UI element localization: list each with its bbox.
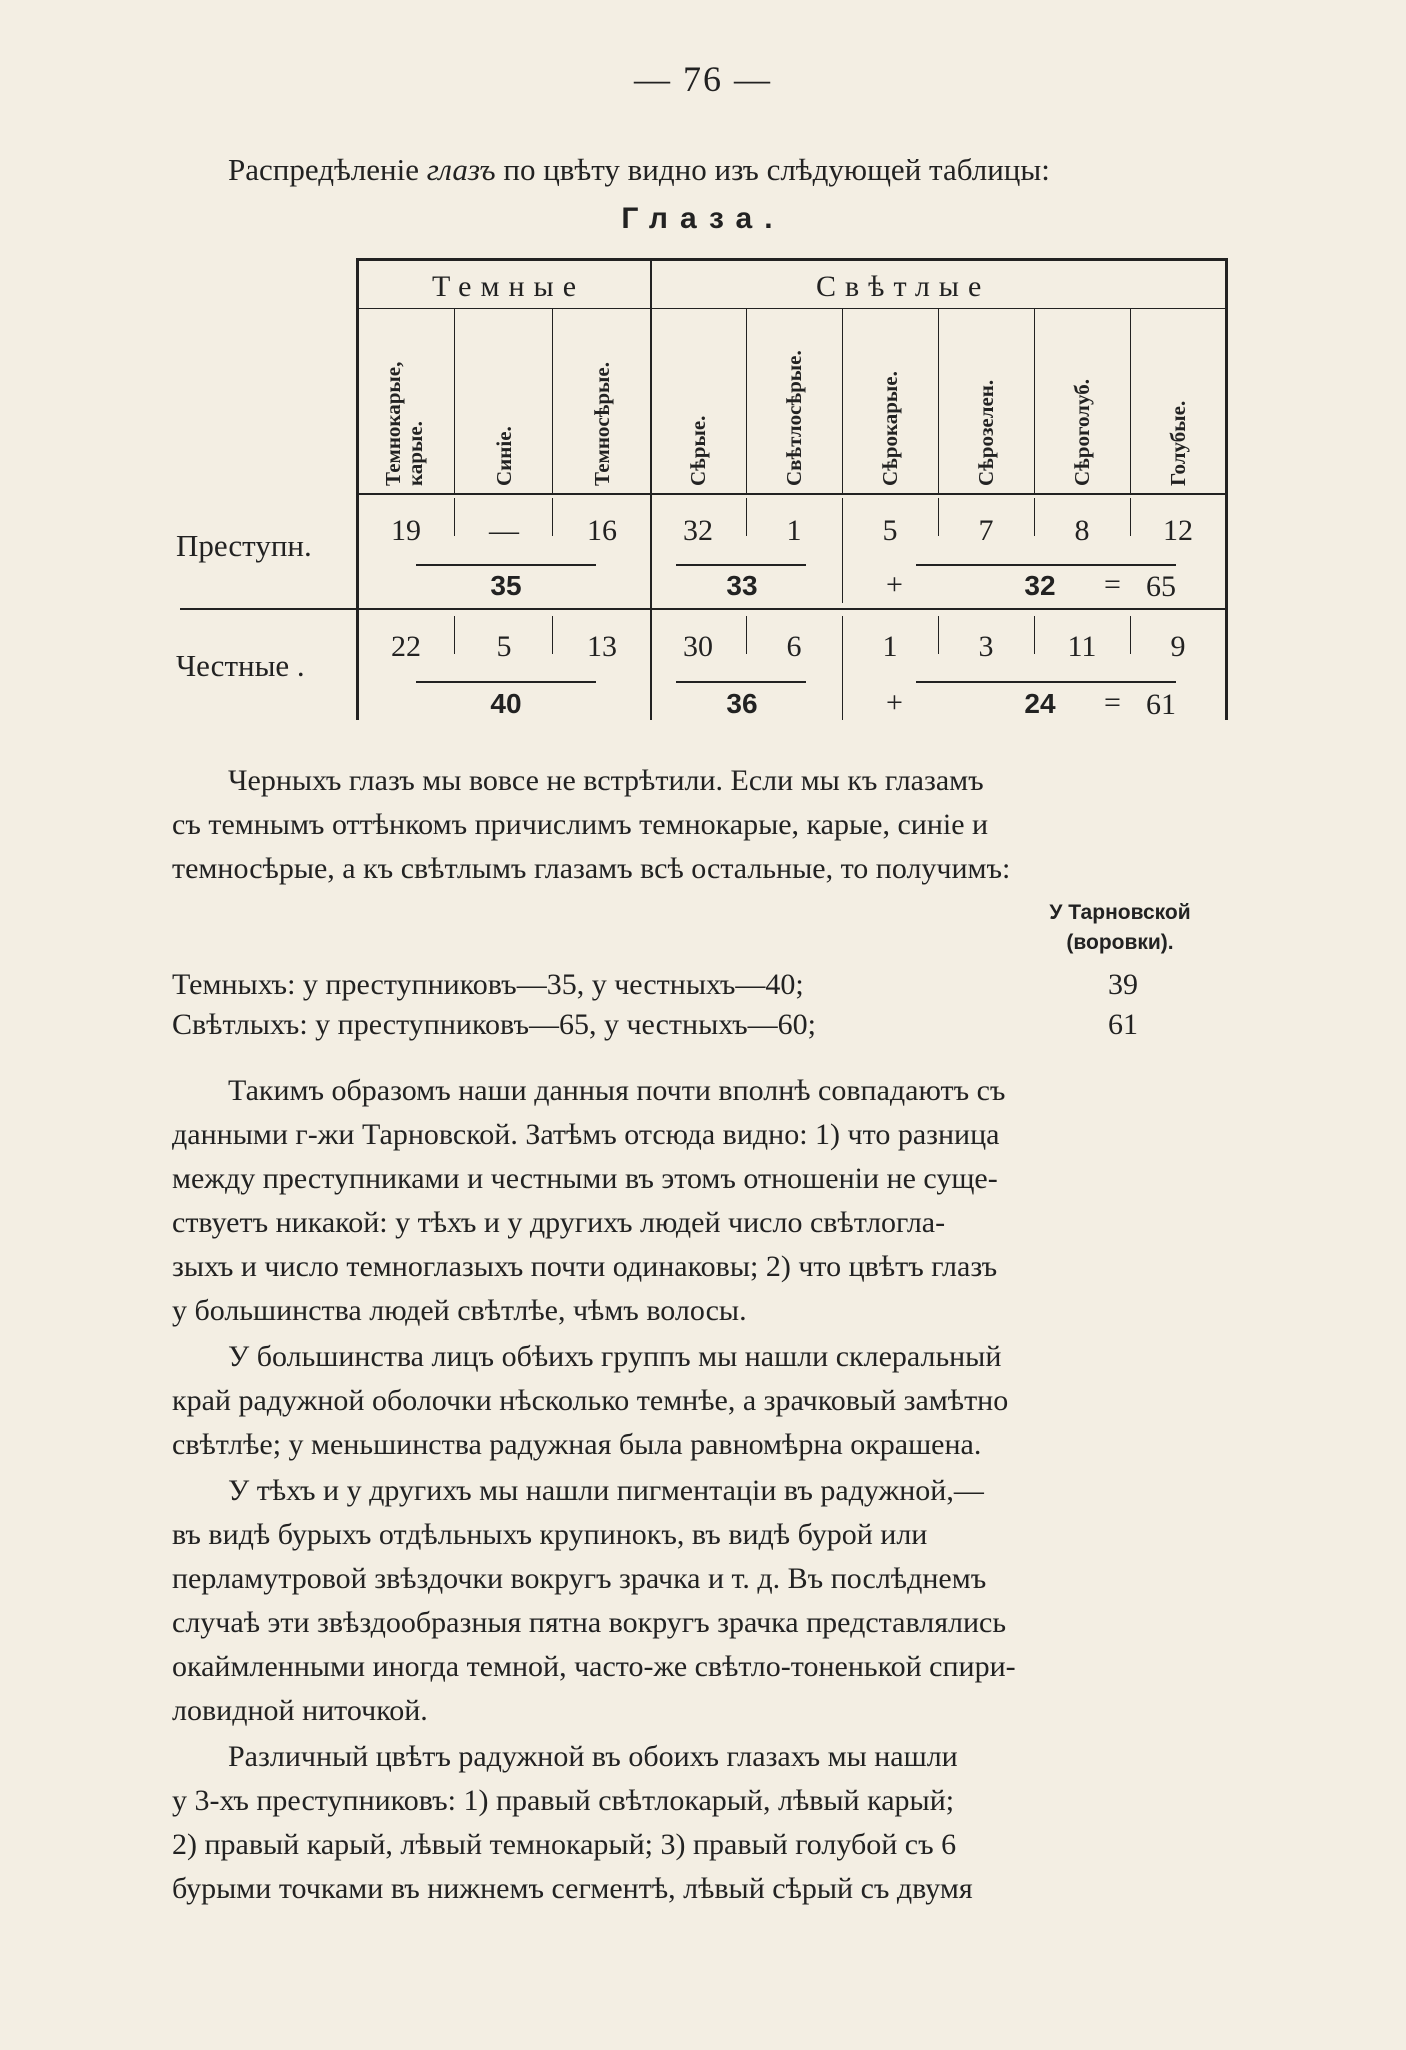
col-header-light-blue: Голубые. (1166, 400, 1190, 486)
cell-divider (1034, 616, 1035, 654)
para2-line: Такимъ образомъ наши данныя почти вполнѣ совпадаютъ съ (228, 1074, 1006, 1107)
col-divider (1034, 308, 1035, 493)
cell-divider (552, 616, 553, 654)
col-divider (938, 308, 939, 493)
col-header-blue: Синіе. (492, 426, 516, 486)
col-header-dark-grey: Темносѣрые. (590, 361, 614, 486)
plus-sign: + (886, 686, 903, 719)
col-header-grey-green: Сѣрозелен. (974, 379, 998, 486)
cell-divider (746, 616, 747, 654)
cell-divider (842, 498, 843, 603)
para1-line: Черныхъ глазъ мы вовсе не встрѣтили. Если мы къ глазамъ (228, 764, 984, 797)
cell-value: 5 (882, 514, 898, 547)
row-sum-grey: 36 (726, 688, 758, 719)
col-divider (1130, 308, 1131, 493)
table-right-rule (1225, 258, 1228, 720)
cell-value: 19 (391, 514, 421, 547)
cell-value: 9 (1170, 630, 1186, 663)
row-total: 61 (1146, 688, 1176, 721)
brace-line (916, 564, 1176, 566)
brace-line (416, 681, 596, 683)
para5-line: у 3-хъ преступниковъ: 1) правый свѣтлокарый, лѣвый карый; (172, 1784, 955, 1817)
cell-divider (1130, 498, 1131, 536)
col-divider (842, 308, 843, 493)
row-sum-light: 32 (1024, 570, 1056, 601)
cell-value: 12 (1163, 514, 1193, 547)
plus-sign: + (886, 568, 903, 601)
stat-tarnov-dark: 39 (1108, 968, 1138, 1001)
cell-value: 5 (496, 630, 512, 663)
row-sum-grey: 33 (726, 570, 758, 601)
col-header-grey-blue: Сѣроголуб. (1070, 379, 1094, 486)
intro-line: Распредѣленіе глазъ по цвѣту видно изъ слѣдующей таблицы: (228, 152, 1050, 187)
cell-value: 13 (587, 630, 617, 663)
row-label-criminals: Преступн. (176, 528, 312, 563)
brace-line (676, 681, 806, 683)
row-separator-rule (180, 608, 1228, 610)
para2-line: у большинства людей свѣтлѣе, чѣмъ волосы. (172, 1294, 747, 1327)
brace-line (676, 564, 806, 566)
brace-line (416, 564, 596, 566)
para2-line: между преступниками и честными въ этомъ отношеніи не суще- (172, 1162, 998, 1195)
table-left-rule (356, 258, 359, 720)
row-sum-light: 24 (1024, 688, 1056, 719)
col-divider (552, 308, 553, 493)
para4-line: окаймленными иногда темной, часто-же свѣтло-тоненькой спири- (172, 1650, 1016, 1683)
group-divider (650, 258, 652, 720)
para4-line: У тѣхъ и у другихъ мы нашли пигментаціи въ радужной,— (228, 1474, 984, 1507)
stat-tarnov-light: 61 (1108, 1008, 1138, 1041)
eye-color-table (356, 258, 1228, 720)
row-sum-dark: 40 (490, 688, 522, 719)
cell-value: — (489, 514, 519, 547)
tarnovskaya-header: У Тарновской (воровки). (1049, 901, 1191, 954)
cell-value: 11 (1067, 630, 1097, 663)
page-number: — 76 — (634, 59, 772, 99)
col-header-dark-brown: Темнокарые, карые. (381, 361, 427, 486)
para1-line: темносѣрые, а къ свѣтлымъ глазамъ всѣ остальные, то получимъ: (172, 852, 1011, 885)
cell-divider (938, 498, 939, 536)
cell-divider (454, 498, 455, 536)
para5-line: бурыми точками въ нижнемъ сегментѣ, лѣвый сѣрый съ двумя (172, 1872, 973, 1905)
cell-value: 3 (978, 630, 994, 663)
intro-emphasis: глазъ (426, 152, 496, 187)
col-header-light-grey: Свѣтлосѣрые. (782, 350, 806, 486)
cell-divider (1130, 616, 1131, 654)
para5-line: Различный цвѣтъ радужной въ обоихъ глазахъ мы нашли (228, 1740, 958, 1773)
col-divider (454, 308, 455, 493)
para3-line: У большинства лицъ обѣихъ группъ мы нашли склеральный (228, 1340, 1002, 1373)
para2-line: ствуетъ никакой: у тѣхъ и у другихъ людей число свѣтлогла- (172, 1206, 946, 1239)
brace-line (916, 681, 1176, 683)
para4-line: случаѣ эти звѣздообразныя пятна вокругъ зрачка представлялись (172, 1606, 1007, 1639)
header-bottom-rule (356, 493, 1228, 495)
cell-divider (552, 498, 553, 536)
cell-divider (746, 498, 747, 536)
cell-divider (1034, 498, 1035, 536)
stat-line-light: Свѣтлыхъ: у преступниковъ—65, у честныхъ—60; (172, 1008, 816, 1041)
group-header-dark: Темные (432, 270, 586, 303)
cell-divider (454, 616, 455, 654)
para3-line: край радужной оболочки нѣсколько темнѣе, а зрачковый замѣтно (172, 1384, 1009, 1417)
para3-line: свѣтлѣе; у меньшинства радужная была равномѣрна окрашена. (172, 1428, 982, 1461)
equals-sign: = (1104, 686, 1121, 719)
group-header-light: Свѣтлые (816, 270, 991, 303)
para2-line: зыхъ и число темноглазыхъ почти одинаковы; 2) что цвѣтъ глазъ (172, 1250, 998, 1283)
cell-value: 22 (391, 630, 421, 663)
para5-line: 2) правый карый, лѣвый темнокарый; 3) правый голубой съ 6 (172, 1828, 957, 1861)
cell-value: 6 (786, 630, 802, 663)
para4-line: въ видѣ бурыхъ отдѣльныхъ крупинокъ, въ видѣ бурой или (172, 1518, 928, 1551)
para2-line: данными г-жи Тарновской. Затѣмъ отсюда видно: 1) что разница (172, 1118, 1000, 1151)
col-header-grey-brown: Сѣрокарые. (878, 371, 902, 486)
table-caption: Глаза. (621, 202, 785, 235)
para4-line: ловидной ниточкой. (172, 1694, 428, 1727)
row-total: 65 (1146, 570, 1176, 603)
table-top-rule (356, 258, 1228, 261)
cell-value: 32 (683, 514, 713, 547)
cell-value: 1 (786, 514, 802, 547)
cell-value: 30 (683, 630, 713, 663)
header-group-rule (356, 308, 1228, 309)
row-label-honest: Честные . (176, 648, 305, 683)
cell-divider (938, 616, 939, 654)
cell-value: 7 (978, 514, 994, 547)
col-divider (746, 308, 747, 493)
cell-value: 16 (587, 514, 617, 547)
cell-divider (842, 616, 843, 720)
col-header-grey: Сѣрые. (686, 415, 710, 486)
para1-line: съ темнымъ оттѣнкомъ причислимъ темнокарые, карые, синіе и (172, 808, 989, 841)
para4-line: перламутровой звѣздочки вокругъ зрачка и т. д. Въ послѣднемъ (172, 1562, 987, 1595)
stat-line-dark: Темныхъ: у преступниковъ—35, у честныхъ—40; (172, 968, 804, 1001)
row-sum-dark: 35 (490, 570, 522, 601)
cell-value: 1 (882, 630, 898, 663)
equals-sign: = (1104, 568, 1121, 601)
cell-value: 8 (1074, 514, 1090, 547)
